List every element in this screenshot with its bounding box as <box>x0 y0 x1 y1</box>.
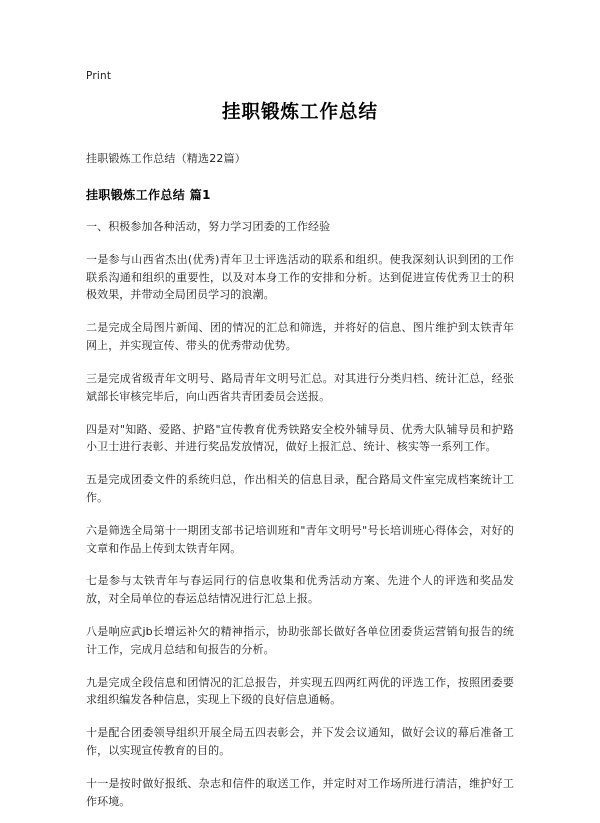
paragraph: 一是参与山西省杰出(优秀)青年卫士评选活动的联系和组织。使我深刻认识到团的工作联系沟通和组织的重要性，以及对本身工作的安排和分析。达到促进宣传优秀卫士的积极效果，并带动全局团员学习的浪潮。 <box>86 252 514 302</box>
print-button[interactable]: Print <box>86 70 112 82</box>
document-subtitle: 挂职锻炼工作总结（精选22篇） <box>86 152 246 165</box>
paragraph: 一、积极参加各种活动，努力学习团委的工作经验 <box>86 220 331 233</box>
paragraph: 九是完成全段信息和团情况的汇总报告，并实现五四两红两优的评选工作，按照团委要求组织编发各种信息，实现上下级的良好信息通畅。 <box>86 675 514 707</box>
paragraph: 七是参与太铁青年与春运同行的信息收集和优秀活动方案、先进个人的评选和奖品发放，对全局单位的春运总结情况进行汇总上报。 <box>86 574 514 606</box>
paragraph: 八是响应武jb长增运补欠的精神指示，协助张部长做好各单位团委货运营销旬报告的统计工作，完成月总结和旬报告的分析。 <box>86 625 514 656</box>
page-title: 挂职锻炼工作总结 <box>221 102 378 123</box>
paragraph: 二是完成全局图片新闻、团的情况的汇总和筛选，并将好的信息、图片维护到太铁青年网上，并实现宣传、带头的优秀带动优势。 <box>86 321 514 353</box>
document-body <box>86 203 514 823</box>
paragraph: 三是完成省级青年文明号、路局青年文明号汇总。对其进行分类归档、统计汇总，经张斌部长审核完毕后，向山西省共青团委员会送报。 <box>86 371 514 403</box>
paragraph: 十一是按时做好报纸、杂志和信件的取送工作，并定时对工作场所进行清洁，维护好工作环境。 <box>86 776 514 808</box>
paragraph: 十是配合团委领导组织开展全局五四表彰会，并下发会议通知，做好会议的幕后准备工作，以实现宣传教育的目的。 <box>86 726 514 758</box>
paragraph: 五是完成团委文件的系统归总，作出相关的信息目录，配合路局文件室完成档案统计工作。 <box>86 473 514 504</box>
paragraph: 四是对"知路、爱路、护路"宣传教育优秀铁路安全校外辅导员、优秀大队辅导员和护路小卫士进行表彰、并进行奖品发放情况，做好上报汇总、统计、核实等一系列工作。 <box>86 422 514 454</box>
section-heading: 挂职锻炼工作总结 篇1 <box>86 188 211 202</box>
paragraph: 六是筛选全局第十一期团支部书记培训班和"青年文明号"号长培训班心得体会，对好的文章和作品上传到太铁青年网。 <box>86 523 514 555</box>
